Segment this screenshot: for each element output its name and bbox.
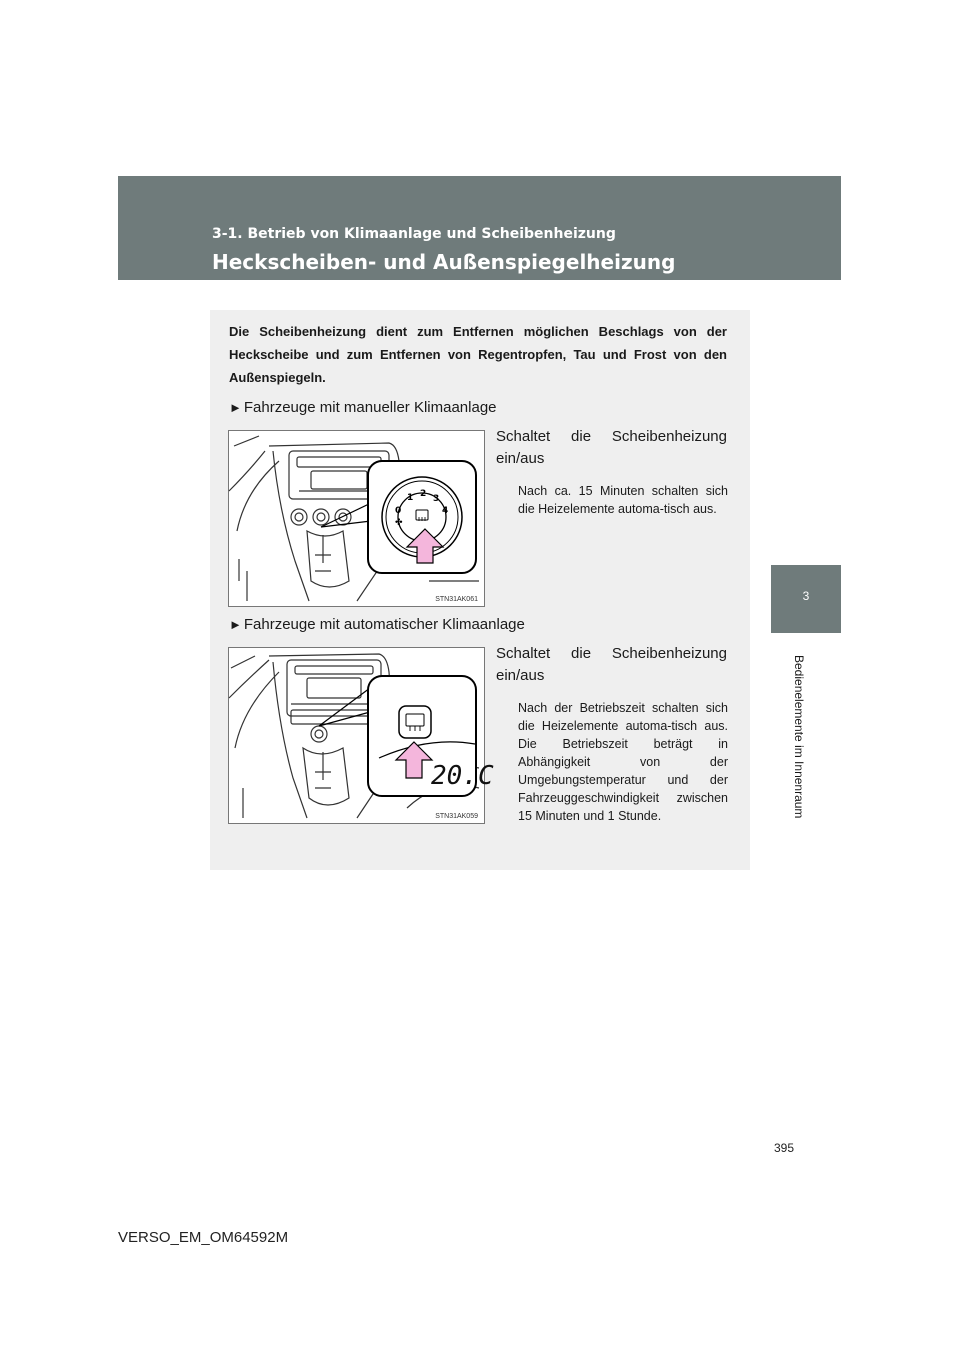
section-title: 3-1. Betrieb von Klimaanlage und Scheibenheizung [212, 226, 616, 242]
subheading-manual-label: Fahrzeuge mit manueller Klimaanlage [243, 399, 497, 416]
chapter-number: 3 [802, 589, 810, 603]
page-number: 395 [774, 1141, 795, 1155]
rear-defogger-button-icon [399, 706, 431, 738]
page-title: Heckscheiben- und Außenspiegelheizung [212, 250, 676, 274]
pointer-arrow-icon: ► [229, 617, 242, 632]
figure-automatic-control [228, 647, 494, 824]
figure-code: STN31AK061 [435, 596, 478, 603]
subheading-manual [229, 398, 497, 418]
description-title-manual: Schaltet die Scheibenheizung ein/aus [496, 428, 727, 467]
dial-label-0: 0 [395, 506, 402, 516]
subheading-automatic-label: Fahrzeuge mit automatischer Klimaanlage [243, 616, 525, 633]
dial-label-3: 3 [433, 494, 440, 504]
intro-text: Die Scheibenheizung dient zum Entfernen möglichen Beschlags von der Heckscheibe und zum Entfernen von Regentropfen, Tau und Frost von den Außenspiegeln. [229, 324, 727, 385]
chapter-tab[interactable] [771, 565, 841, 633]
pointer-arrow-icon: ► [229, 400, 242, 415]
fan-icon: ✤ [395, 518, 403, 528]
temperature-display: 20.C [431, 761, 494, 791]
figure-code: STN31AK059 [435, 813, 478, 820]
dial-label-1: 1 [407, 493, 414, 503]
figure-manual-control [228, 430, 485, 607]
manual-dashboard-illustration [229, 431, 484, 606]
dial-label-4: 4 [442, 506, 449, 516]
page-header [118, 176, 841, 280]
content-box [210, 310, 750, 870]
description-text-manual: Nach ca. 15 Minuten schalten sich die Heizelemente automa-tisch aus. [518, 484, 728, 516]
automatic-dashboard-illustration [229, 648, 494, 823]
subheading-automatic [229, 615, 525, 635]
document-code: VERSO_EM_OM64592M [118, 1229, 289, 1246]
dial-label-2: 2 [420, 489, 427, 499]
chapter-label: Bedienelemente im Innenraum [792, 655, 806, 819]
description-title-automatic: Schaltet die Scheibenheizung ein/aus [496, 645, 727, 684]
description-text-automatic: Nach der Betriebszeit schalten sich die Heizelemente automa-tisch aus. Die Betriebszeit beträgt in Abhängigkeit von der Umgebungstemperatur und der Fahrzeuggeschwindigkeit zwischen 15 Minuten und 1 Stunde. [518, 701, 728, 823]
